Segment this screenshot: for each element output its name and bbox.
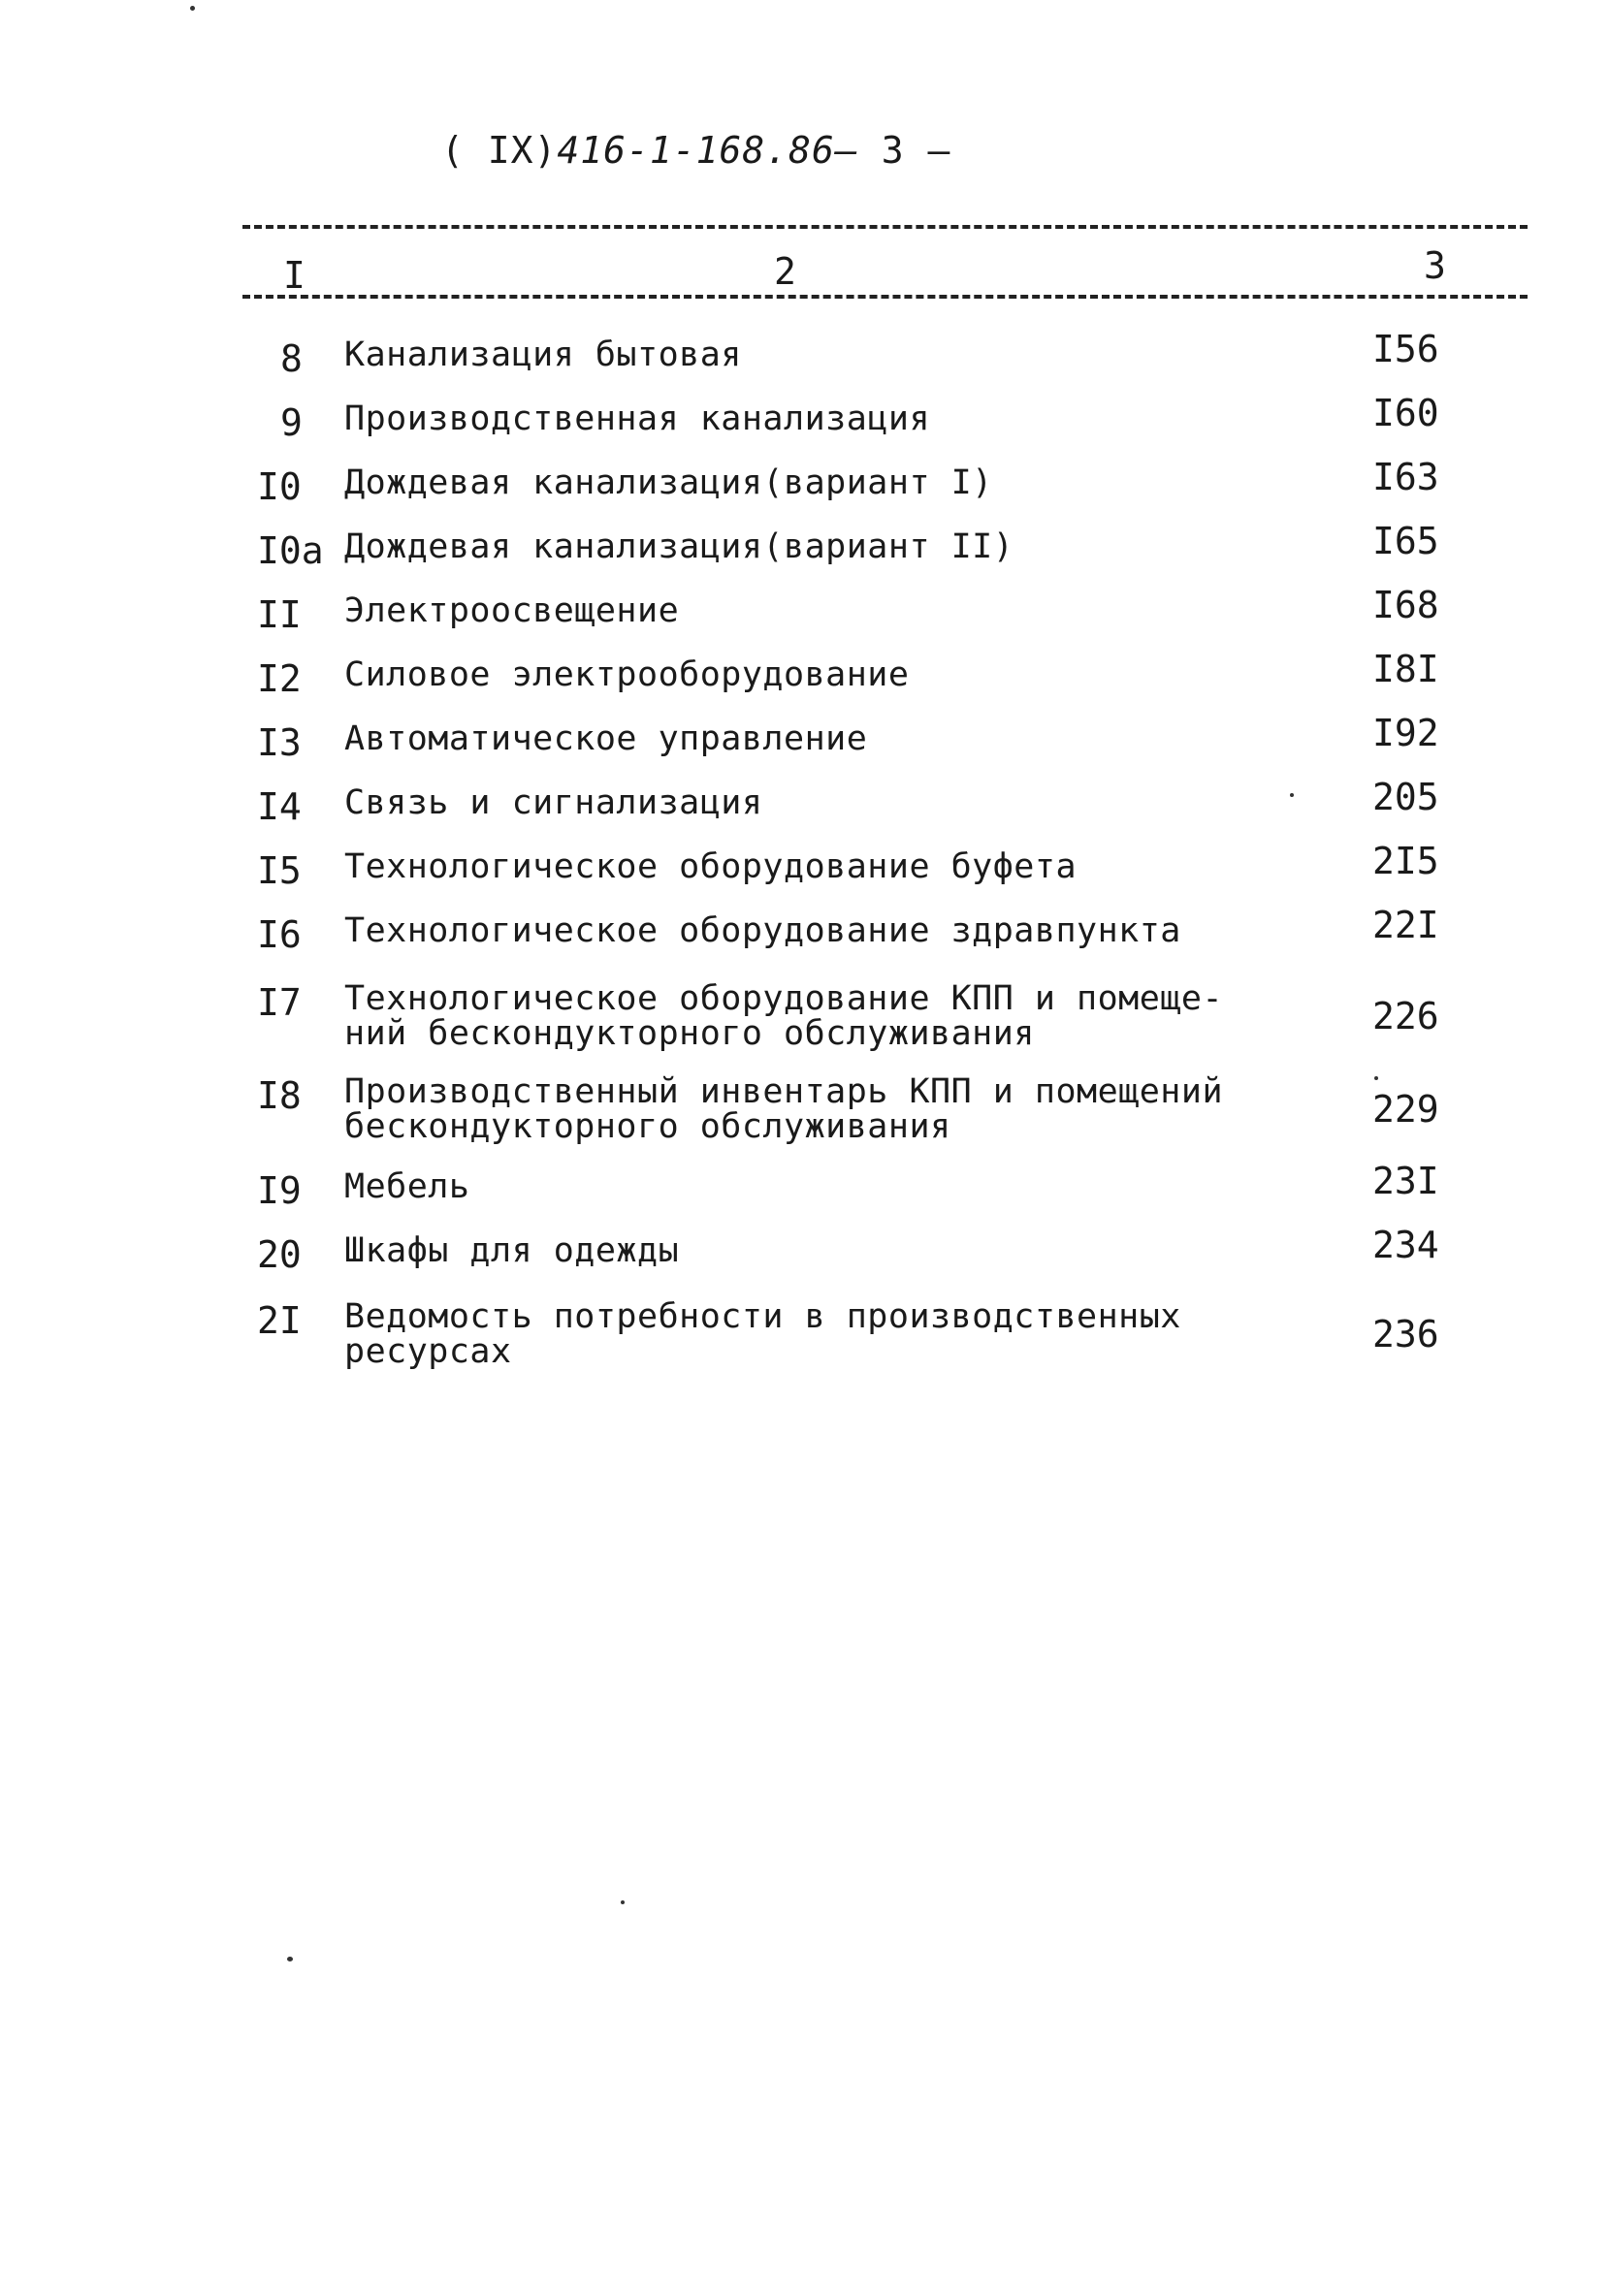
row-page: I68 [1372, 584, 1439, 626]
row-number: I9 [257, 1169, 302, 1212]
row-number: I0а [257, 529, 324, 572]
row-title: Мебель [344, 1167, 470, 1206]
table-row [257, 392, 1479, 460]
table-row [257, 840, 1479, 908]
table-row [257, 328, 1479, 396]
row-page: 2I5 [1372, 840, 1439, 882]
row-number: II [257, 593, 302, 636]
table-row [257, 456, 1479, 524]
row-page: I65 [1372, 520, 1439, 562]
row-number: 8 [280, 337, 303, 380]
row-title: Дождевая канализация(вариант II) [344, 527, 1014, 566]
row-page: 236 [1372, 1313, 1439, 1355]
table-row [257, 776, 1479, 844]
row-page: I92 [1372, 712, 1439, 754]
row-title: Производственная канализация [344, 399, 931, 438]
column-header-3: 3 [1424, 244, 1446, 287]
row-title: Дождевая канализация(вариант I) [344, 463, 993, 502]
row-number: I7 [257, 981, 302, 1024]
row-title: Связь и сигнализация [344, 783, 763, 822]
row-page: 205 [1372, 776, 1439, 818]
table-row [257, 1074, 1479, 1152]
row-title: Ведомость потребности в производственных ресурсах [344, 1297, 1181, 1371]
row-page: I8I [1372, 648, 1439, 690]
row-number: I4 [257, 785, 302, 828]
row-page: I56 [1372, 328, 1439, 370]
table-row [257, 1299, 1479, 1377]
row-title: Канализация бытовая [344, 335, 742, 374]
table-row [257, 520, 1479, 588]
row-title: Силовое электрооборудование [344, 655, 910, 694]
row-title: Электроосвещение [344, 591, 680, 630]
row-title: Автоматическое управление [344, 719, 868, 758]
header-code: 416-1-168.86– [557, 129, 858, 172]
scan-speck [1290, 793, 1294, 797]
document-code-header [441, 129, 950, 172]
row-title: Шкафы для одежды [344, 1231, 680, 1270]
header-prefix: ( IX) [441, 129, 558, 172]
row-number: I8 [257, 1074, 302, 1117]
row-number: I6 [257, 913, 302, 956]
table-row [257, 584, 1479, 652]
column-header-1: I [283, 254, 306, 297]
scan-speck [190, 6, 195, 11]
row-title: Технологическое оборудование здравпункта [344, 911, 1181, 950]
row-number: I2 [257, 657, 302, 700]
row-number: 9 [280, 401, 303, 444]
row-page: I63 [1372, 456, 1439, 498]
column-header-2: 2 [774, 250, 796, 293]
row-title: Технологическое оборудование буфета [344, 847, 1078, 886]
table-header-rule [242, 295, 1528, 299]
header-page-number: 3 – [881, 129, 951, 172]
table-row [257, 904, 1479, 972]
row-page: 226 [1372, 995, 1439, 1037]
row-number: I3 [257, 721, 302, 764]
row-page: 22I [1372, 904, 1439, 946]
table-row [257, 1224, 1479, 1292]
table-row [257, 648, 1479, 716]
row-page: 23I [1372, 1160, 1439, 1202]
table-row [257, 981, 1479, 1059]
row-number: I0 [257, 465, 302, 508]
row-page: 229 [1372, 1088, 1439, 1131]
row-title: Технологическое оборудование КПП и помеще- ний бескондукторного обслуживания [344, 979, 1224, 1053]
row-title: Производственный инвентарь КПП и помещений бескондукторного обслуживания [344, 1072, 1224, 1146]
scan-speck [287, 1957, 293, 1961]
row-page: I60 [1372, 392, 1439, 434]
table-row [257, 712, 1479, 780]
row-number: 2I [257, 1299, 302, 1342]
table-row [257, 1160, 1479, 1228]
scan-speck [621, 1900, 625, 1904]
table-top-rule [242, 225, 1528, 229]
row-number: I5 [257, 849, 302, 892]
row-number: 20 [257, 1233, 302, 1276]
row-page: 234 [1372, 1224, 1439, 1266]
scan-speck [1374, 1076, 1378, 1080]
